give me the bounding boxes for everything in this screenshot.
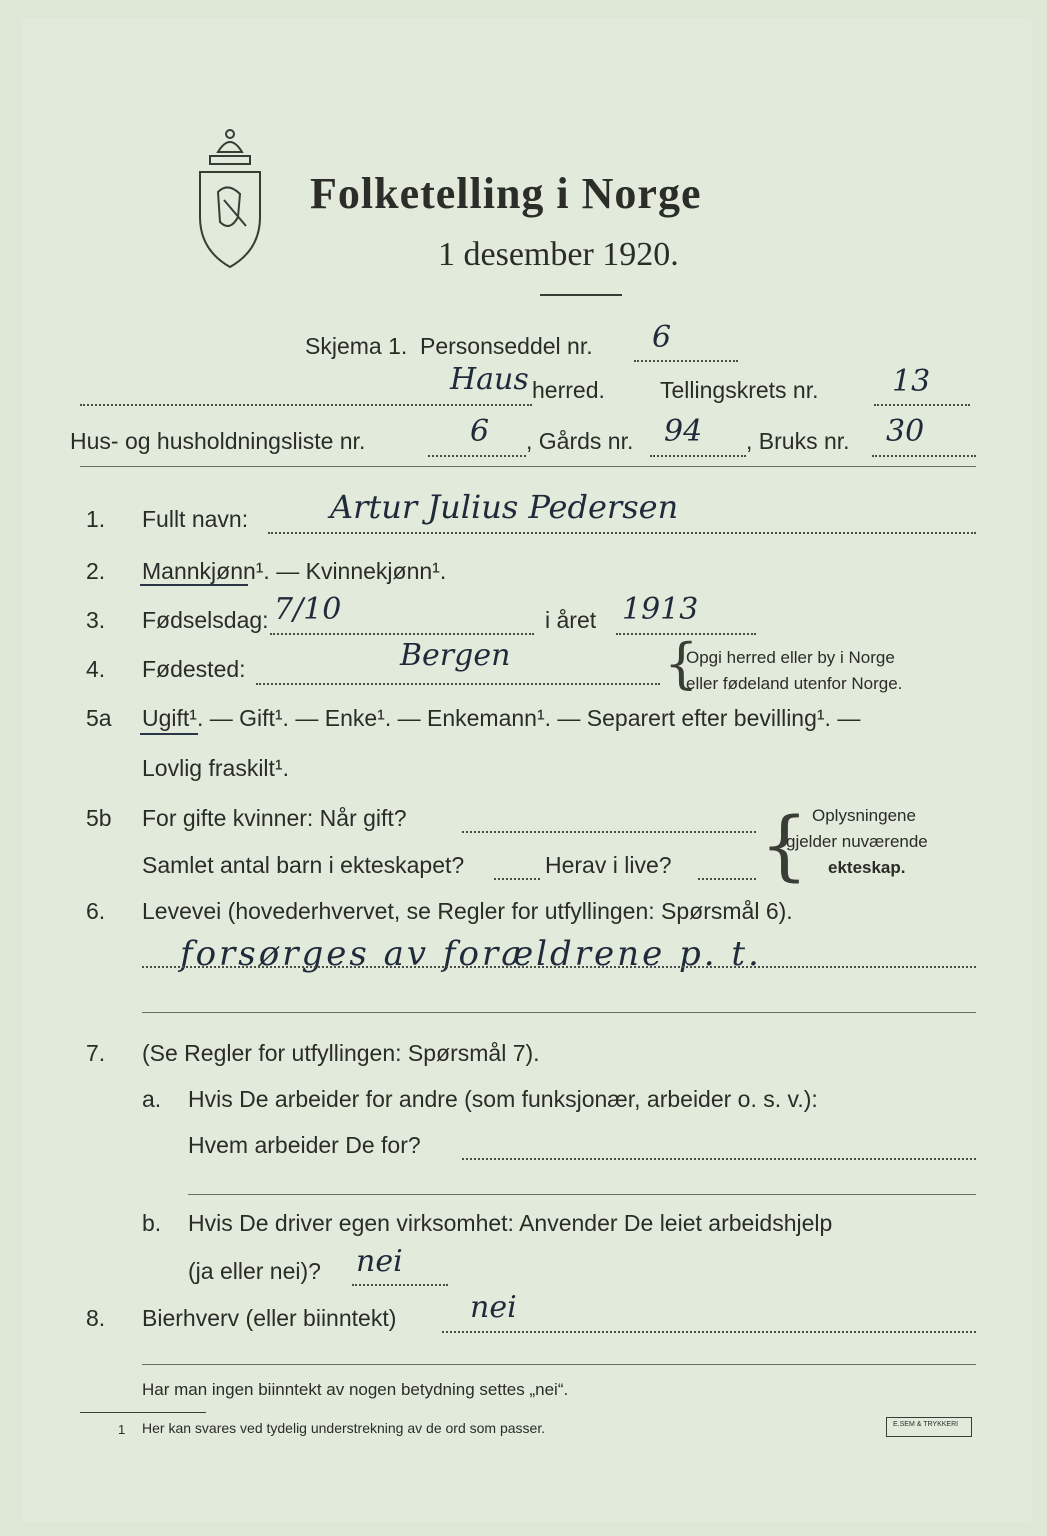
footnote-text: Her kan svares ved tydelig understrekning av de ord som passer.: [142, 1420, 546, 1436]
herred-value: Haus: [450, 362, 529, 397]
q2-underline-mannkjonn: [140, 584, 248, 586]
q7b-question-line2: (ja eller nei)?: [188, 1258, 321, 1284]
q7a-field-line-1: [462, 1158, 976, 1160]
q7b-letter: b.: [142, 1210, 162, 1236]
tellingskrets-value: 13: [892, 364, 931, 399]
footnote-number: 1: [118, 1422, 126, 1437]
norway-coat-of-arms-icon: [188, 122, 272, 272]
q8-number: 8.: [86, 1305, 106, 1331]
q5a-underline-ugift: [140, 733, 198, 735]
form-title: Folketelling i Norge: [310, 169, 702, 218]
q6-label: Levevei (hovederhvervet, se Regler for utfyllingen: Spørsmål 6).: [142, 898, 793, 924]
gards-value: 94: [664, 414, 703, 449]
q5b-number: 5b: [86, 805, 112, 831]
q6-field-line-1: [142, 966, 976, 968]
tellingskrets-label: Tellingskrets nr.: [660, 377, 819, 403]
printer-stamp: [886, 1417, 972, 1437]
q5b-note-line3: ekteskap.: [828, 858, 906, 877]
q6-number: 6.: [86, 898, 106, 924]
q5b-note-line2: gjelder nuværende: [786, 832, 928, 851]
q1-number: 1.: [86, 506, 106, 532]
q1-label: Fullt navn:: [142, 506, 249, 532]
q3-year-value: 1913: [622, 592, 699, 627]
footer-note: Har man ingen biinntekt av nogen betydning settes „nei“.: [142, 1380, 569, 1399]
q8-field-line-1: [442, 1331, 976, 1333]
q5a-marital-options-line2: Lovlig fraskilt¹.: [142, 755, 289, 781]
q7b-answer-value: nei: [356, 1244, 403, 1279]
q3-number: 3.: [86, 607, 106, 633]
personseddel-field-line: [634, 360, 738, 362]
q8-answer-value: nei: [470, 1290, 517, 1325]
q5b-brace: {: [760, 800, 809, 889]
title-divider: [540, 294, 622, 296]
q4-field-line: [256, 683, 660, 685]
q7a-field-line-2: [188, 1194, 976, 1195]
skjema-label: Skjema 1.: [305, 333, 408, 359]
q7a-letter: a.: [142, 1086, 162, 1112]
q5b-married-when-field-line: [462, 831, 756, 833]
q5b-married-when-label: For gifte kvinner: Når gift?: [142, 805, 407, 831]
herred-label: herred.: [532, 377, 605, 403]
gards-field-line: [650, 455, 746, 457]
q3-birthday-value: 7/10: [274, 592, 342, 627]
q5b-alive-label: Herav i live?: [545, 852, 672, 878]
q7b-field-line: [352, 1284, 448, 1286]
q5a-marital-options: Ugift¹. — Gift¹. — Enke¹. — Enkemann¹. — Separert efter bevilling¹. —: [142, 705, 861, 731]
q5b-alive-field-line: [698, 878, 756, 880]
q5a-number: 5a: [86, 705, 112, 731]
q5b-children-field-line: [494, 878, 540, 880]
q6-occupation-value: forsørges av forældrene p. t.: [180, 934, 762, 974]
herred-field-line: [80, 404, 532, 406]
q7b-question-line1: Hvis De driver egen virksomhet: Anvender De leiet arbeidshjelp: [188, 1210, 833, 1236]
personseddel-value: 6: [652, 320, 672, 355]
q4-note-line2: eller fødeland utenfor Norge.: [686, 674, 903, 693]
q4-brace: {: [664, 632, 699, 695]
bruks-field-line: [872, 455, 976, 457]
q8-label: Bierhverv (eller biinntekt): [142, 1305, 397, 1331]
q8-field-line-2: [142, 1364, 976, 1365]
q5b-note-line1: Oplysningene: [812, 806, 916, 825]
q6-field-line-2: [142, 1012, 976, 1013]
header-rule: [80, 466, 976, 467]
q2-number: 2.: [86, 558, 106, 584]
bruks-value: 30: [886, 414, 925, 449]
q3-date-field-line: [270, 633, 534, 635]
q4-note-line1: Opgi herred eller by i Norge: [686, 648, 895, 667]
q3-label: Fødselsdag:: [142, 607, 269, 633]
q7a-question-line2: Hvem arbeider De for?: [188, 1132, 421, 1158]
q7a-question-line1: Hvis De arbeider for andre (som funksjonær, arbeider o. s. v.):: [188, 1086, 818, 1112]
hus-label: Hus- og husholdningsliste nr.: [70, 428, 366, 454]
printer-stamp-text: E.SEM & TRYKKERI: [893, 1421, 959, 1428]
q4-number: 4.: [86, 656, 106, 682]
q2-sex-options: Mannkjønn¹. — Kvinnekjønn¹.: [142, 558, 447, 584]
personseddel-label: Personseddel nr.: [420, 333, 593, 359]
footnote-rule: [80, 1412, 206, 1413]
gards-label: , Gårds nr.: [526, 428, 634, 454]
q1-field-line: [268, 532, 976, 534]
hus-field-line: [428, 455, 526, 457]
q4-label: Fødested:: [142, 656, 246, 682]
census-date: 1 desember 1920.: [438, 236, 679, 273]
bruks-label: , Bruks nr.: [746, 428, 850, 454]
q4-birthplace-value: Bergen: [400, 638, 511, 673]
tellingskrets-field-line: [874, 404, 970, 406]
q5b-children-label: Samlet antal barn i ekteskapet?: [142, 852, 465, 878]
q7-label: (Se Regler for utfyllingen: Spørsmål 7).: [142, 1040, 540, 1066]
q3-year-label: i året: [545, 607, 597, 633]
hus-value: 6: [470, 414, 490, 449]
q1-full-name-value: Artur Julius Pedersen: [330, 488, 679, 526]
q7-number: 7.: [86, 1040, 106, 1066]
